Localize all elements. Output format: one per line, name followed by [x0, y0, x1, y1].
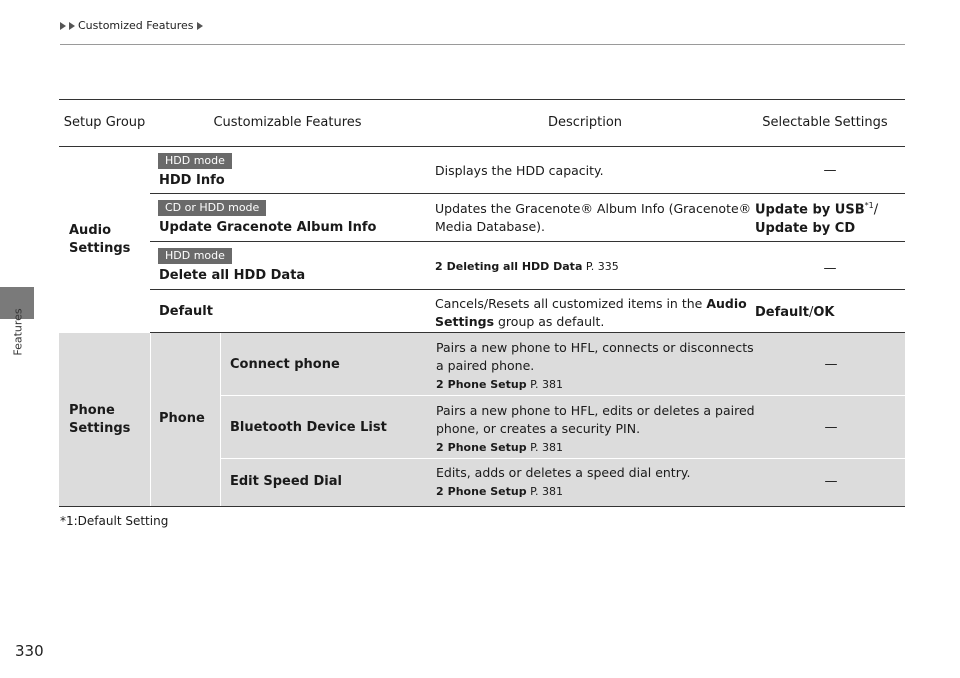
- feature-name: Bluetooth Device List: [230, 420, 387, 435]
- footnote: *1:Default Setting: [60, 514, 169, 528]
- reference-arrow-icon: 2: [436, 441, 444, 455]
- side-tab-label: Features: [11, 308, 25, 356]
- cross-reference-link[interactable]: 2 Deleting all HDD Data P. 335: [435, 260, 619, 273]
- group-label-phone: Phone Settings: [69, 403, 131, 437]
- selectable-setting: Update by USB$^{*1}$/ Update by CD: [755, 201, 879, 237]
- selectable-setting: —: [823, 163, 837, 178]
- reference-arrow-icon: 2: [435, 260, 443, 273]
- feature-name: Default: [159, 304, 213, 319]
- selectable-setting: —: [824, 420, 838, 435]
- feature-description: Displays the HDD capacity.: [435, 163, 604, 178]
- table-header: [59, 99, 905, 147]
- feature-name: Update Gracenote Album Info: [159, 220, 377, 235]
- mode-badge: CD or HDD mode: [158, 200, 266, 216]
- table-row: [150, 290, 905, 333]
- feature-description: Pairs a new phone to HFL, connects or disconnects a paired phone. 2 Phone Setup P. 381: [436, 340, 754, 392]
- page-number: 330: [15, 642, 44, 660]
- mode-badge: HDD mode: [158, 153, 232, 169]
- table-row: [150, 194, 905, 242]
- selectable-setting: —: [823, 261, 837, 276]
- feature-description: Pairs a new phone to HFL, edits or deletes a paired phone, or creates a security PIN. 2 Phone Setup P. 381: [436, 403, 755, 455]
- cross-reference-link[interactable]: 2 Phone Setup P. 381: [436, 441, 563, 455]
- phone-settings-group: [59, 333, 905, 507]
- cross-reference-link[interactable]: 2 Phone Setup P. 381: [436, 378, 563, 392]
- table-row: [220, 459, 905, 506]
- subgroup-label-phone: Phone: [159, 411, 205, 426]
- breadcrumb-section[interactable]: Customized Features: [78, 19, 194, 32]
- breadcrumb-arrow-icon: [197, 22, 203, 30]
- feature-description: Cancels/Resets all customized items in the Audio Settings group as default.: [435, 296, 747, 330]
- header-description: Description: [547, 115, 623, 131]
- feature-name: Delete all HDD Data: [159, 268, 306, 283]
- cross-reference-link[interactable]: 2 Phone Setup P. 381: [436, 485, 563, 499]
- mode-badge: HDD mode: [158, 248, 232, 264]
- breadcrumb: [60, 19, 203, 32]
- breadcrumb-arrow-icon: [60, 22, 66, 30]
- reference-arrow-icon: 2: [436, 378, 444, 392]
- feature-name: HDD Info: [159, 173, 225, 188]
- feature-name: Connect phone: [230, 357, 340, 372]
- feature-description: Edits, adds or deletes a speed dial entry. 2 Phone Setup P. 381: [436, 465, 691, 499]
- header-setup-group: Setup Group: [63, 115, 146, 131]
- settings-table: [59, 99, 905, 507]
- table-row: [220, 396, 905, 459]
- header-features: Customizable Features: [213, 115, 362, 131]
- group-label-audio: Audio Settings: [69, 223, 131, 257]
- feature-description: Updates the Gracenote® Album Info (Gracenote® Media Database).: [435, 201, 752, 235]
- reference-arrow-icon: 2: [436, 485, 444, 499]
- table-row: [150, 242, 905, 290]
- selectable-setting: —: [824, 474, 838, 489]
- selectable-setting: —: [824, 357, 838, 372]
- selectable-setting: Default/OK: [755, 305, 835, 320]
- audio-settings-group: [59, 147, 905, 333]
- header-divider: [60, 44, 905, 45]
- phone-subgroup-column: [150, 333, 151, 506]
- header-settings: Selectable Settings: [762, 115, 888, 131]
- table-row: [220, 333, 905, 396]
- feature-name: Edit Speed Dial: [230, 474, 342, 489]
- breadcrumb-arrow-icon: [69, 22, 75, 30]
- table-row: [150, 147, 905, 194]
